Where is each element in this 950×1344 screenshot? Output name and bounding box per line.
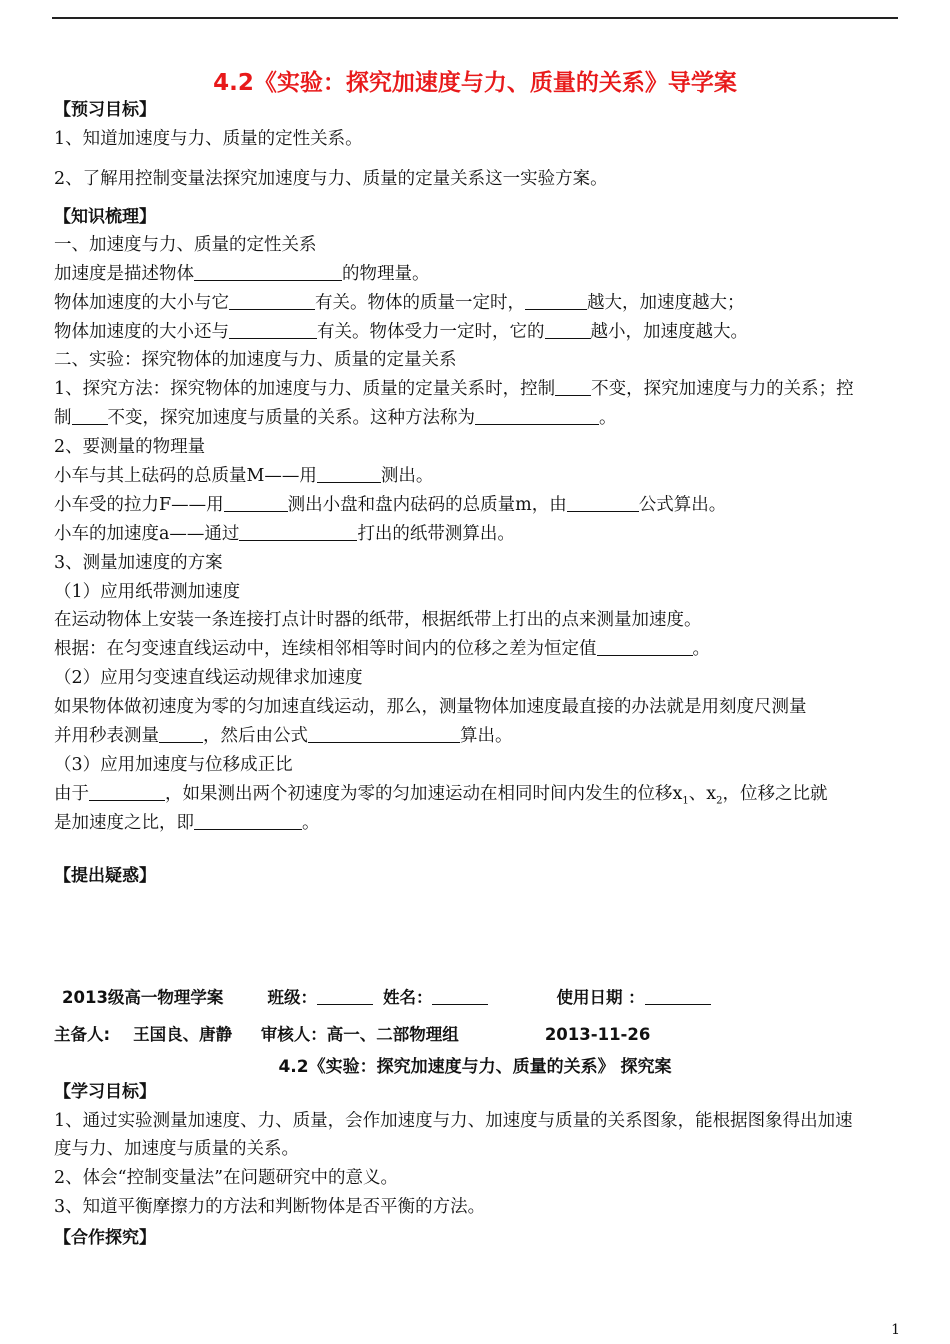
fill-blank: [229, 292, 315, 310]
page-title: 4.2《实验：探究加速度与力、质量的关系》导学案: [213, 70, 737, 96]
knowledge-line: 小车的加速度a——通过 打出的纸带测算出。: [54, 524, 515, 544]
page-number: 1: [891, 1322, 900, 1338]
preview-item-1: 1、知道加速度与力、质量的定性关系。: [54, 129, 363, 149]
class-blank: [317, 987, 373, 1005]
knowledge-line: 物体加速度的大小与它 有关。物体的质量一定时， 越大，加速度越大；: [54, 293, 745, 313]
knowledge-line: 由于 ，如果测出两个初速度为零的匀加速运动在相同时间内发生的位移$x_1$、$x_2$，位移之比就: [54, 784, 828, 807]
knowledge-line: 制 不变，探究加速度与质量的关系。这种方法称为 。: [54, 408, 617, 428]
fill-blank: [317, 465, 381, 483]
top-rule: [52, 17, 898, 19]
knowledge-line: 在运动物体上安装一条连接打点计时器的纸带，根据纸带上打出的点来测量加速度。: [54, 610, 702, 630]
preview-heading: 【预习目标】: [54, 100, 156, 120]
fill-blank: [159, 725, 203, 743]
questions-heading: 【提出疑惑】: [54, 866, 156, 886]
study-goals-heading: 【学习目标】: [54, 1082, 156, 1102]
footer-info-line: 2013级高一物理学案 班级： 姓名： 使用日期 ：: [62, 986, 711, 1010]
goal-line: 2、体会“控制变量法”在问题研究中的意义。: [54, 1168, 399, 1188]
knowledge-line: 小车受的拉力F——用 测出小盘和盘内砝码的总质量m，由 公式算出。: [54, 495, 727, 515]
name-blank: [432, 987, 488, 1005]
cooperation-heading: 【合作探究】: [54, 1228, 156, 1248]
fill-blank: [239, 523, 357, 541]
fill-blank: [597, 638, 693, 656]
knowledge-line: 加速度是描述物体 的物理量。: [54, 264, 430, 284]
knowledge-line: 并用秒表测量 ，然后由公式 算出。: [54, 726, 513, 746]
knowledge-line: （2）应用匀变速直线运动规律求加速度: [54, 668, 363, 688]
fill-blank: [194, 263, 342, 281]
fill-blank: [224, 494, 288, 512]
knowledge-line: 根据：在匀变速直线运动中，连续相邻相等时间内的位移之差为恒定值 。: [54, 639, 710, 659]
knowledge-line: 小车与其上砝码的总质量M——用 测出。: [54, 466, 434, 486]
knowledge-heading: 【知识梳理】: [54, 207, 156, 227]
footer-author-line: 主备人: 王国良、唐静 审核人：高一、二部物理组 2013-11-26: [54, 1025, 651, 1044]
fill-blank: [89, 783, 165, 801]
knowledge-line: 如果物体做初速度为零的匀加速直线运动，那么，测量物体加速度最直接的办法就是用刻度尺测量: [54, 697, 807, 717]
goal-line: 1、通过实验测量加速度、力、质量，会作加速度与力、加速度与质量的关系图象，能根据图象得出加速: [54, 1111, 853, 1131]
fill-blank: [72, 407, 108, 425]
preview-item-2: 2、了解用控制变量法探究加速度与力、质量的定量关系这一实验方案。: [54, 169, 608, 189]
fill-blank: [475, 407, 599, 425]
goal-line: 度与力、加速度与质量的关系。: [54, 1139, 299, 1159]
fill-blank: [525, 292, 587, 310]
fill-blank: [229, 321, 317, 339]
knowledge-line: 3、测量加速度的方案: [54, 553, 223, 573]
fill-blank: [555, 378, 591, 396]
fill-blank: [567, 494, 639, 512]
knowledge-line: （1）应用纸带测加速度: [54, 582, 241, 602]
goal-line: 3、知道平衡摩擦力的方法和判断物体是否平衡的方法。: [54, 1197, 486, 1217]
inquiry-title: 4.2《实验：探究加速度与力、质量的关系》 探究案: [278, 1057, 672, 1077]
fill-blank: [308, 725, 460, 743]
knowledge-line: 物体加速度的大小还与 有关。物体受力一定时，它的 越小，加速度越大。: [54, 322, 748, 342]
footer-date: 2013-11-26: [544, 1025, 651, 1044]
knowledge-line: 2、要测量的物理量: [54, 437, 206, 457]
knowledge-line: 1、探究方法：探究物体的加速度与力、质量的定量关系时，控制 不变，探究加速度与力的关系；控: [54, 379, 854, 399]
knowledge-line: 是加速度之比，即 。: [54, 813, 320, 833]
fill-blank: [194, 812, 302, 830]
fill-blank: [545, 321, 591, 339]
date-blank: [645, 987, 711, 1005]
section-1-title: 一、加速度与力、质量的定性关系: [54, 235, 317, 255]
knowledge-line: （3）应用加速度与位移成正比: [54, 755, 293, 775]
section-2-title: 二、实验：探究物体的加速度与力、质量的定量关系: [54, 350, 457, 370]
